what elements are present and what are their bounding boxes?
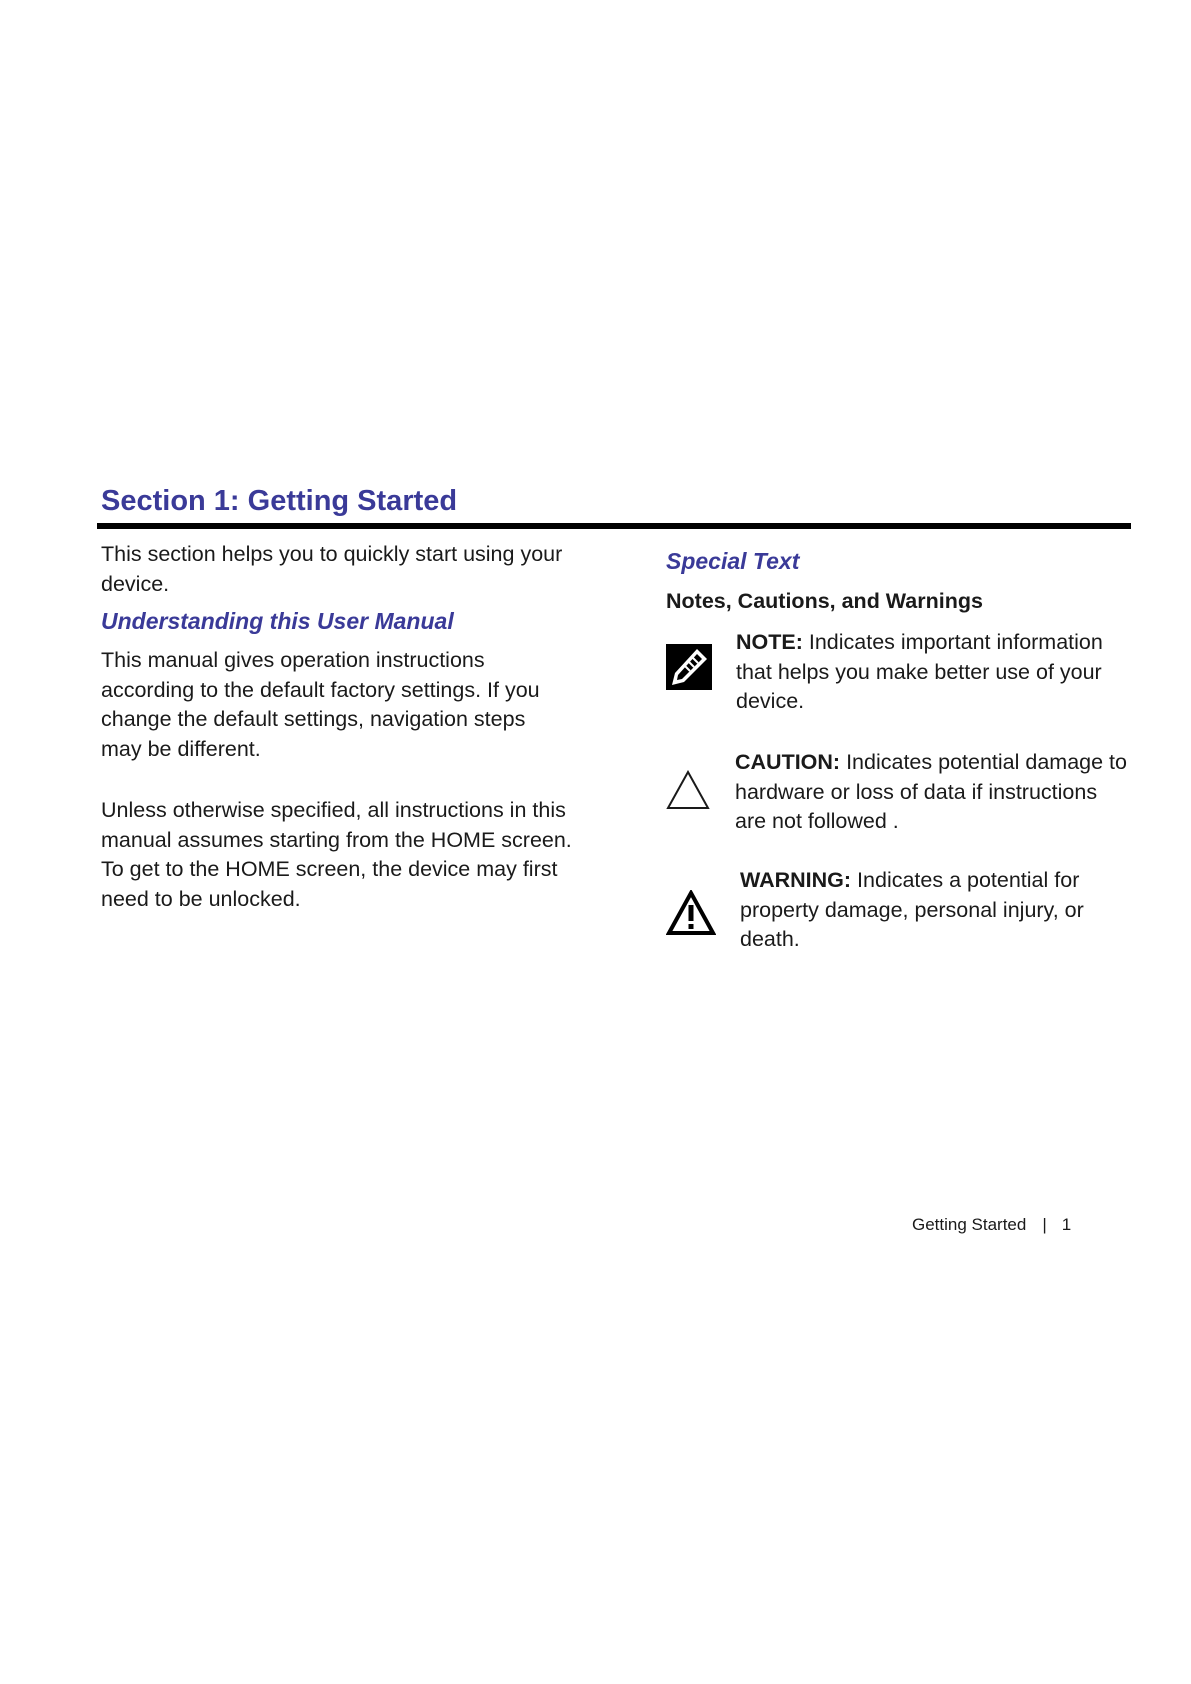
home-line: need to be unlocked.	[101, 886, 301, 911]
footer-separator: |	[1042, 1215, 1047, 1234]
footer-section-name: Getting Started	[912, 1215, 1027, 1234]
note-text: device.	[736, 689, 805, 713]
warning-exclamation-icon	[666, 890, 716, 936]
page-footer	[912, 1215, 1071, 1235]
caution-text: hardware or loss of data if instructions	[735, 779, 1098, 804]
understanding-heading: Understanding this User Manual	[101, 608, 454, 634]
caution-text: are not followed .	[735, 809, 899, 833]
notes-cautions-warnings-heading: Notes, Cautions, and Warnings	[666, 589, 983, 613]
note-text: that helps you make better use of your	[736, 659, 1102, 684]
note-block	[736, 628, 1103, 717]
intro-line: This section helps you to quickly start using your	[101, 542, 563, 566]
page-number: 1	[1061, 1215, 1072, 1234]
manual-line: This manual gives operation instructions	[101, 648, 485, 672]
home-screen-paragraph	[101, 796, 572, 914]
page-title: Section 1: Getting Started	[101, 485, 458, 517]
caution-block	[735, 748, 1127, 837]
caution-label: CAUTION:	[735, 750, 841, 774]
home-line: To get to the HOME screen, the device may first	[101, 857, 558, 881]
note-pencil-icon	[666, 644, 712, 690]
caution-triangle-icon	[666, 770, 710, 810]
warning-text: Indicates a potential for	[851, 868, 1080, 892]
warning-text: death.	[740, 927, 800, 951]
intro-line: device.	[101, 571, 170, 596]
intro-paragraph	[101, 540, 562, 599]
note-label: NOTE:	[736, 630, 803, 654]
caution-text: Indicates potential damage to	[840, 750, 1127, 774]
note-text: Indicates important information	[802, 630, 1103, 654]
warning-block	[740, 866, 1084, 955]
manual-line: change the default settings, navigation steps	[101, 707, 526, 731]
special-text-heading: Special Text	[666, 548, 800, 574]
home-line: Unless otherwise specified, all instructions in this	[101, 798, 566, 822]
home-line: manual assumes starting from the HOME screen.	[101, 827, 572, 852]
warning-text: property damage, personal injury, or	[740, 897, 1084, 922]
warning-label: WARNING:	[740, 868, 852, 892]
manual-line: may be different.	[101, 736, 261, 761]
manual-line: according to the default factory settings. If you	[101, 677, 540, 702]
title-divider	[97, 523, 1131, 529]
manual-paragraph	[101, 646, 540, 764]
